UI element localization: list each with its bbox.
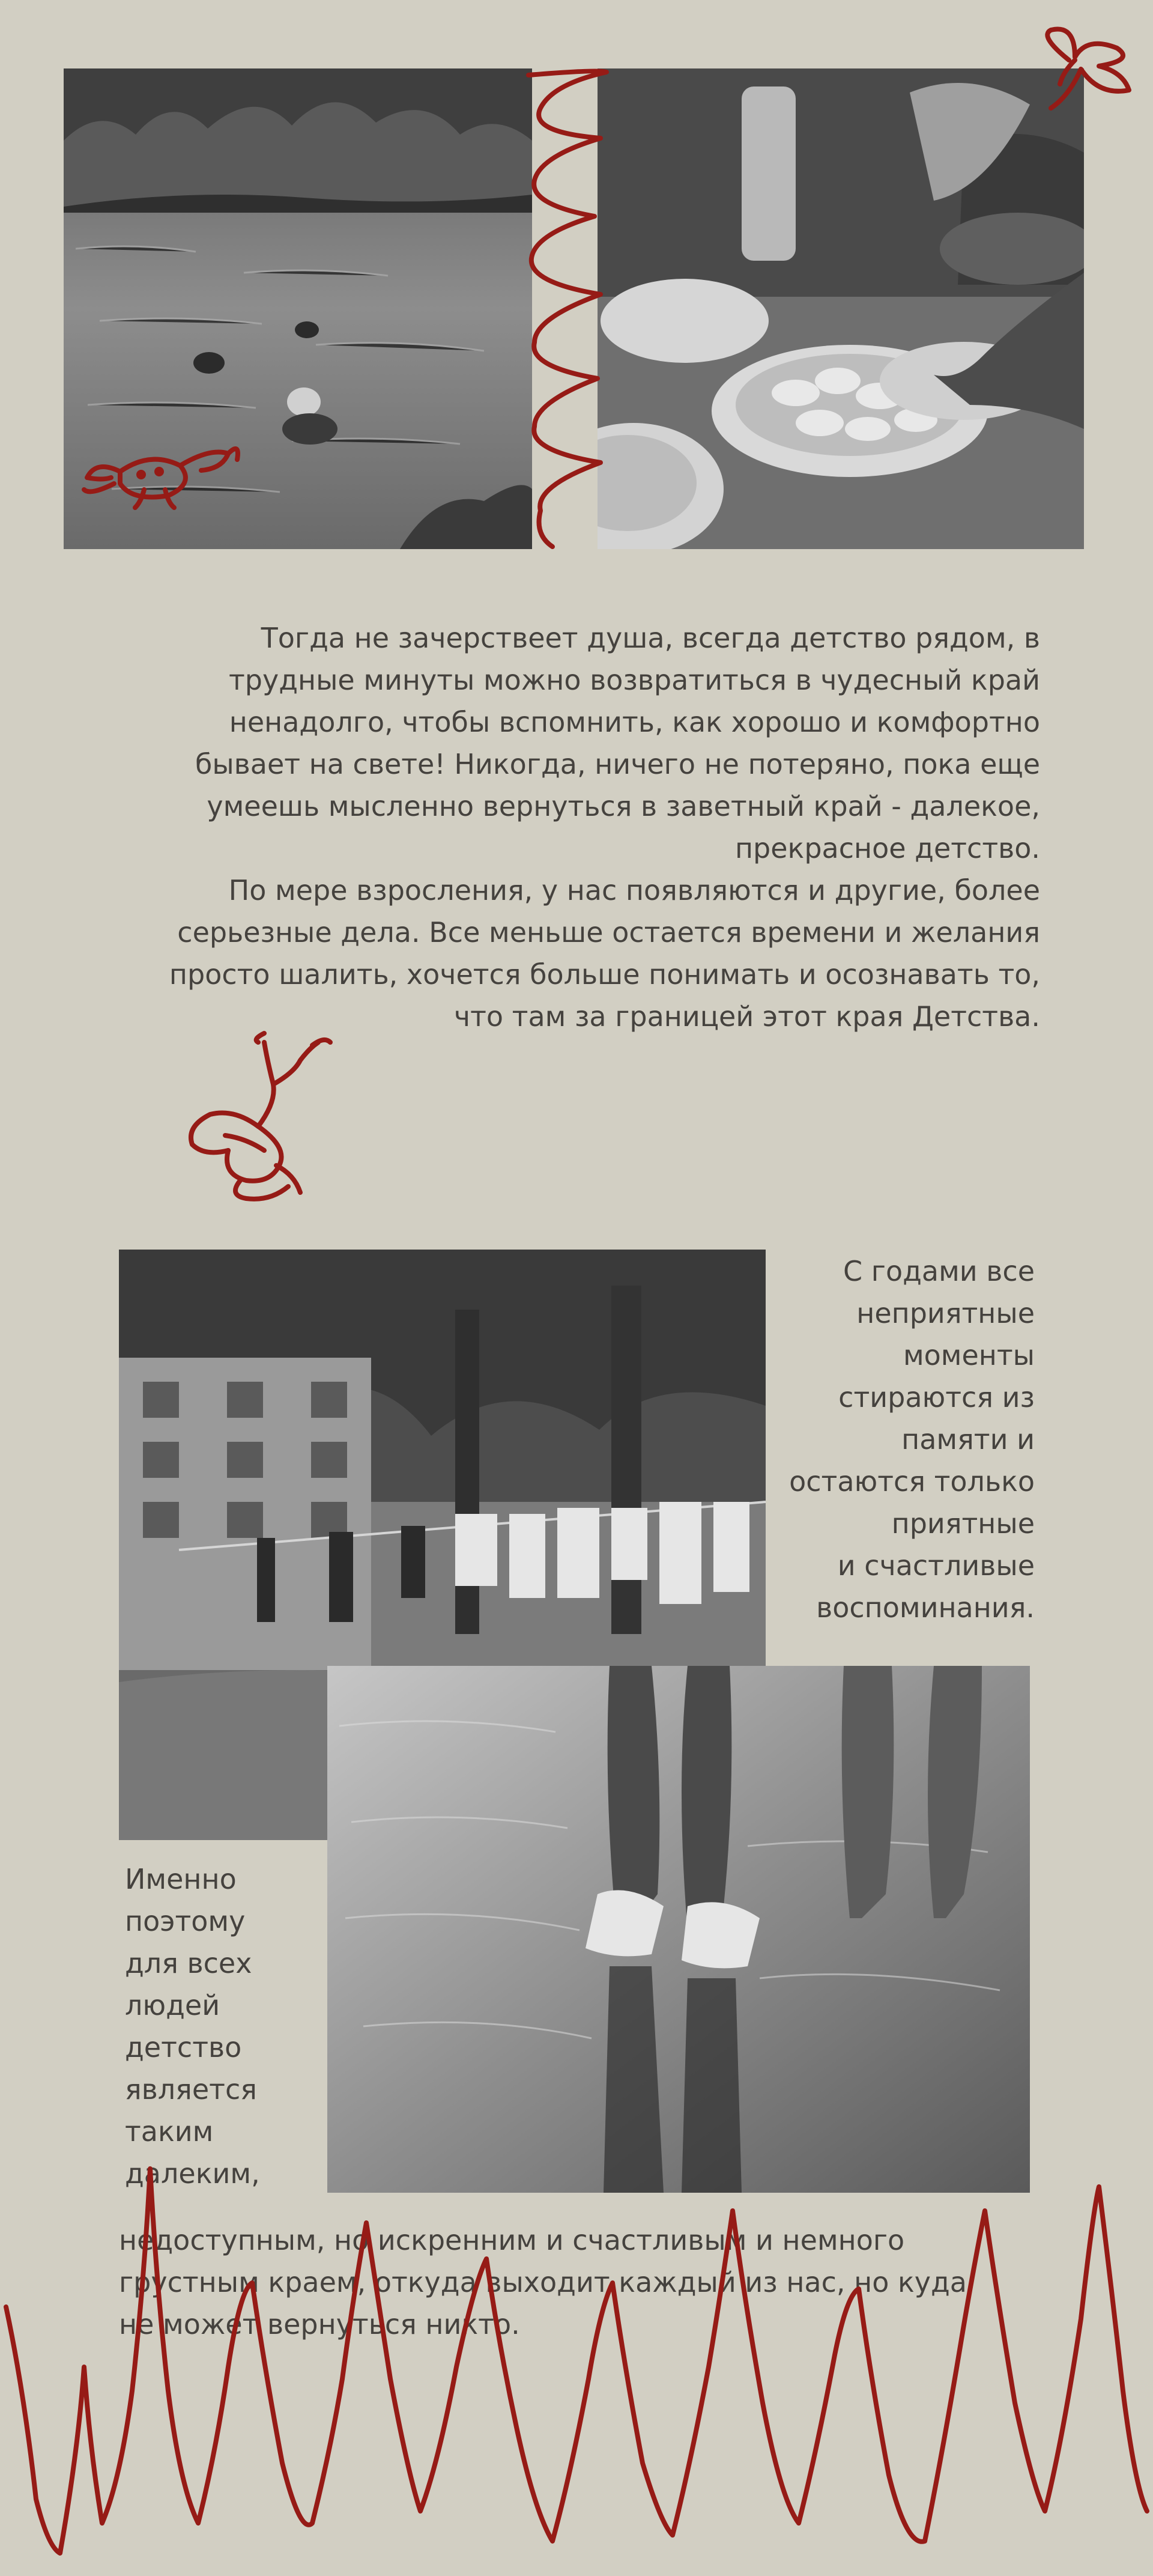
ending-line: грустным краем, откуда выходит каждый из нас, но куда	[119, 2266, 967, 2298]
intro-line: что там за границей этот края Детства.	[453, 1000, 1040, 1033]
reason-line: поэтому	[125, 1905, 246, 1937]
intro-line: просто шалить, хочется больше понимать и осознавать то,	[169, 958, 1040, 991]
memories-line: неприятные	[856, 1297, 1035, 1329]
crab-doodle-icon	[78, 436, 246, 514]
ending-line: не может вернуться никто.	[119, 2308, 520, 2341]
memories-line: моменты	[903, 1339, 1035, 1372]
reason-line: для всех	[125, 1947, 252, 1979]
flames-doodle-icon	[0, 2031, 1153, 2576]
intro-line: ненадолго, чтобы вспомнить, как хорошо и комфортно	[229, 706, 1040, 738]
intro-line: По мере взросления, у нас появляются и другие, более	[228, 874, 1040, 907]
intro-line: умеешь мысленно вернуться в заветный край - далекое,	[207, 790, 1040, 822]
reason-line: людей	[125, 1989, 220, 2022]
memories-line: С годами все	[843, 1255, 1035, 1287]
intro-line: трудные минуты можно возвратиться в чудесный край	[228, 664, 1040, 696]
intro-line: серьезные дела. Все меньше остается времени и желания	[177, 916, 1040, 949]
intro-line: бывает на свете! Никогда, ничего не потеряно, пока еще	[195, 748, 1040, 780]
memories-line: приятные	[891, 1507, 1035, 1540]
ending-line: недоступным, но искренним и счастливым и немного	[119, 2224, 905, 2256]
intro-paragraph	[79, 617, 1040, 1037]
reason-line: является	[125, 2073, 257, 2106]
memories-line: воспоминания.	[816, 1591, 1035, 1624]
intro-line: прекрасное детство.	[734, 832, 1040, 864]
memories-line: и счастливые	[837, 1549, 1035, 1582]
memories-line: памяти и	[901, 1423, 1035, 1456]
photo-dumplings-kitchen	[598, 68, 1084, 549]
memories-line: остаются только	[789, 1465, 1035, 1498]
reason-line: детство	[125, 2031, 242, 2064]
memories-paragraph	[722, 1250, 1035, 1629]
crayfish-doodle-icon	[168, 1030, 342, 1204]
bow-doodle-icon	[1027, 24, 1141, 114]
reason-line: Именно	[125, 1863, 237, 1895]
zigzag-doodle-icon	[516, 66, 613, 553]
reason-line: таким	[125, 2115, 214, 2148]
reason-line: далеким,	[125, 2157, 260, 2190]
intro-line: Тогда не зачерствеет душа, всегда детство рядом, в	[261, 622, 1040, 654]
memories-line: стираются из	[838, 1381, 1035, 1414]
